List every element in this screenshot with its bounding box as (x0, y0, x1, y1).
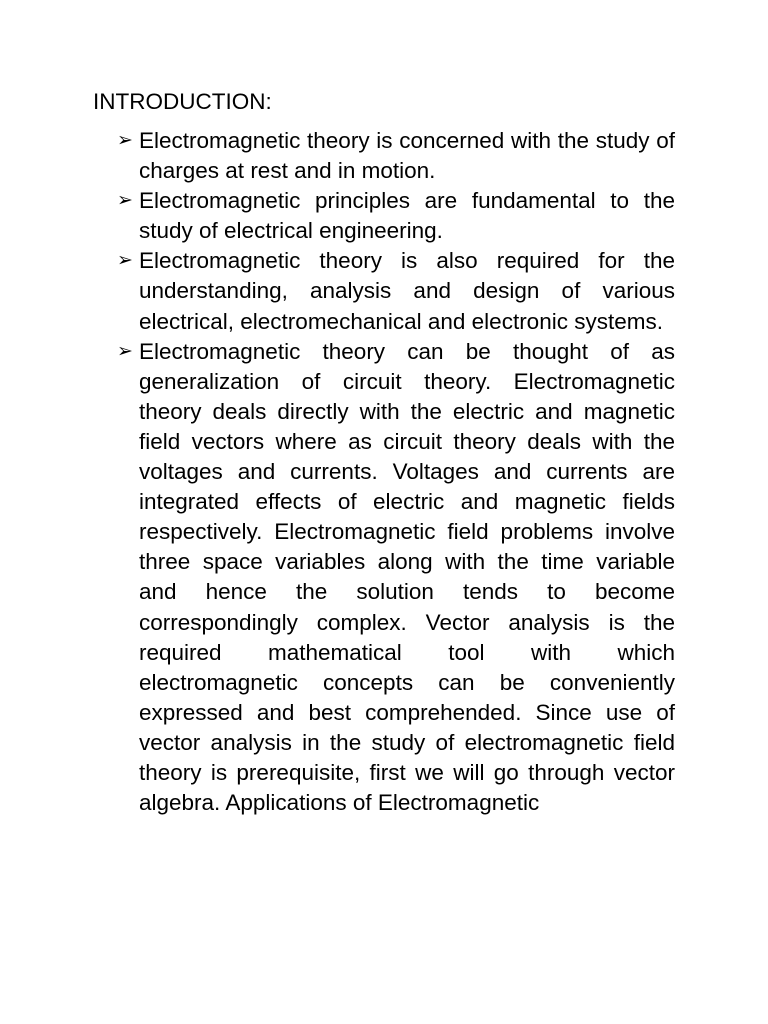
bullet-text: Electromagnetic theory is also required for the understanding, analysis and design of various electrical, electromechanical and electronic systems. (139, 248, 675, 334)
bullet-item-4 (117, 337, 675, 819)
bullet-text: Electromagnetic theory can be thought of as generalization of circuit theory. Electromagnetic theory deals directly with the electric and magnetic field vectors where as circuit theory deals with the voltages and currents. Voltages and currents are integrated effects of electric and magnetic fields respectively. Electromagnetic field problems involve three space variables along with the time variable and hence the solution tends to become correspondingly complex. Vector analysis is the required mathematical tool with which electromagnetic concepts can be conveniently expressed and best comprehended. Since use of vector analysis in the study of electromagnetic field theory is prerequisite, first we will go through vector algebra. Applications of Electromagnetic (139, 338, 675, 816)
arrowhead-bullet-icon: ➢ (117, 340, 133, 362)
bullet-text: Electromagnetic theory is concerned with the study of charges at rest and in motion. (139, 128, 675, 184)
bullet-item-3 (117, 246, 675, 336)
arrowhead-bullet-icon: ➢ (117, 130, 133, 151)
arrowhead-bullet-icon: ➢ (117, 250, 133, 272)
bullet-list (117, 126, 675, 818)
page-heading: INTRODUCTION: (93, 89, 272, 114)
arrowhead-bullet-icon: ➢ (117, 190, 133, 212)
bullet-text: Electromagnetic principles are fundamental to the study of electrical engineering. (139, 188, 675, 244)
bullet-item-1 (117, 126, 675, 186)
bullet-item-2 (117, 186, 675, 246)
